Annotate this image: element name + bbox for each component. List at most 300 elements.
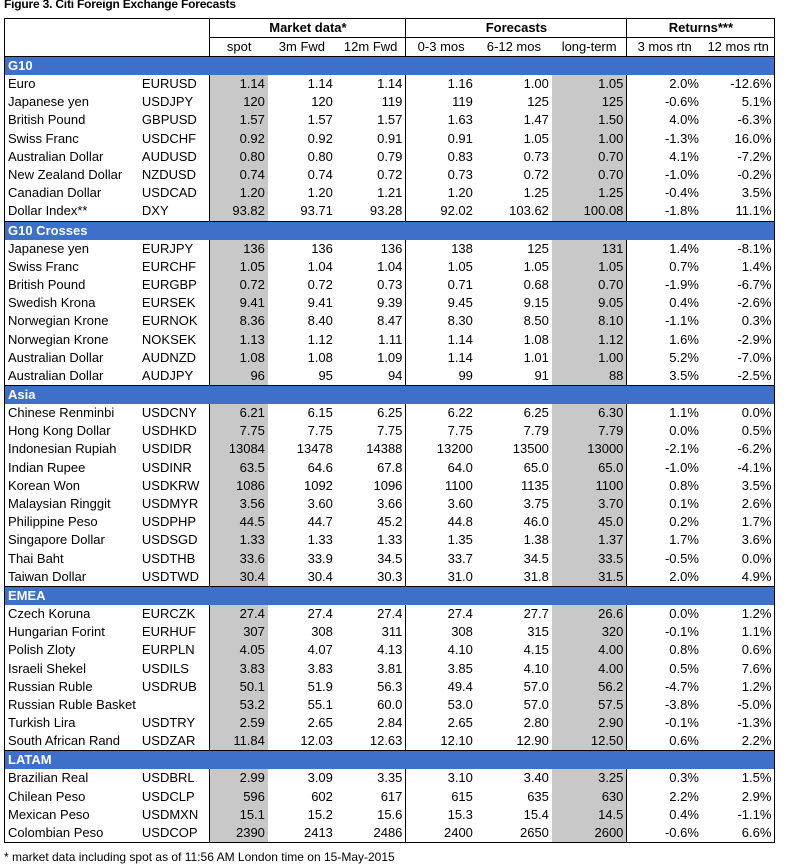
value-spot: 53.2: [210, 696, 268, 714]
value-spot: 596: [210, 788, 268, 806]
table-row: [5, 130, 775, 148]
value-0-3-mos: 3.60: [406, 495, 476, 513]
table-row: [5, 605, 775, 623]
value-3-mos-rtn: 1.7%: [627, 531, 702, 549]
value-3-mos-rtn: -3.8%: [627, 696, 702, 714]
currency-pair: NOKSEK: [141, 331, 197, 347]
currency-name: Czech Koruna: [5, 605, 139, 623]
section-header-row: [5, 221, 775, 240]
value-12m-fwd: 136: [380, 240, 403, 256]
currency-pair: [139, 696, 210, 714]
value-12m-fwd: 93.28: [369, 203, 403, 219]
value-long-term: 2.90: [552, 714, 627, 732]
value-12-mos-rtn: 1.4%: [702, 258, 775, 276]
value-3m-fwd: 51.9: [307, 678, 333, 694]
value-3m-fwd: 15.2: [307, 806, 333, 822]
value-6-12-mos: 125: [527, 94, 549, 110]
value-3m-fwd: 3.83: [307, 660, 333, 676]
value-6-12-mos: 34.5: [523, 550, 549, 566]
value-spot: 30.4: [210, 568, 268, 587]
currency-name: Australian Dollar: [5, 349, 139, 367]
currency-name: Hong Kong Dollar: [5, 422, 139, 440]
section-title: EMEA: [5, 586, 775, 605]
value-3m-fwd: 1.04: [307, 258, 333, 274]
column-header-long-term: long-term: [561, 39, 617, 54]
value-3m-fwd: 2413: [268, 824, 336, 843]
value-3m-fwd: 12.03: [300, 733, 333, 749]
value-6-12-mos: 0.68: [523, 276, 549, 292]
currency-pair: USDTRY: [141, 715, 196, 731]
value-0-3-mos: 31.0: [406, 568, 476, 587]
value-6-12-mos: 65.0: [523, 459, 549, 475]
value-0-3-mos: 2400: [406, 824, 476, 843]
currency-name: British Pound: [5, 276, 139, 294]
value-3m-fwd: 602: [311, 788, 333, 804]
value-long-term: 0.70: [552, 148, 627, 166]
value-spot: 9.41: [210, 294, 268, 312]
value-0-3-mos: 119: [406, 93, 476, 111]
value-long-term: 131: [552, 240, 627, 258]
currency-name: Norwegian Krone: [5, 330, 139, 348]
currency-name: Norwegian Krone: [5, 312, 139, 330]
value-6-12-mos: 1.25: [523, 185, 549, 201]
value-3-mos-rtn: -1.0%: [627, 459, 702, 477]
value-spot: 1.08: [210, 349, 268, 367]
value-3m-fwd: 8.40: [307, 313, 333, 329]
value-3-mos-rtn: -1.1%: [627, 312, 702, 330]
value-3-mos-rtn: -0.6%: [627, 824, 702, 843]
currency-name: Swiss Franc: [5, 130, 139, 148]
value-3m-fwd: 120: [311, 94, 333, 110]
value-3-mos-rtn: 4.0%: [627, 111, 702, 129]
value-12m-fwd: 311: [381, 624, 403, 640]
value-12-mos-rtn: -7.2%: [702, 148, 775, 166]
value-0-3-mos: 308: [406, 623, 476, 641]
currency-pair: GBPUSD: [141, 112, 197, 128]
value-12m-fwd: 7.75: [377, 423, 403, 439]
value-12m-fwd: 56.3: [377, 678, 403, 694]
currency-pair: USDRUB: [141, 678, 197, 694]
value-long-term: 1.25: [552, 184, 627, 202]
value-spot: 0.74: [210, 166, 268, 184]
value-12-mos-rtn: 1.2%: [702, 678, 775, 696]
currency-pair: AUDNZD: [141, 349, 197, 365]
value-spot: 2390: [210, 824, 268, 843]
currency-pair: USDPHP: [141, 514, 197, 530]
currency-pair: EURGBP: [141, 276, 197, 292]
section-header-row: [5, 586, 775, 605]
currency-pair: USDCNY: [141, 405, 197, 421]
value-0-3-mos: 1.05: [406, 258, 476, 276]
currency-name: Thai Baht: [5, 550, 139, 568]
value-long-term: 6.30: [552, 404, 627, 422]
value-6-12-mos: 57.0: [523, 696, 549, 712]
value-long-term: 31.5: [552, 568, 627, 587]
value-long-term: 125: [552, 93, 627, 111]
value-12-mos-rtn: 2.6%: [702, 495, 775, 513]
value-long-term: 2600: [552, 824, 627, 843]
value-12m-fwd: 30.3: [377, 568, 403, 584]
value-long-term: 1.12: [552, 330, 627, 348]
table-row: [5, 732, 775, 751]
value-spot: 6.21: [210, 404, 268, 422]
value-3-mos-rtn: 4.1%: [627, 148, 702, 166]
table-row: [5, 312, 775, 330]
column-header-6-12-mos: 6-12 mos: [486, 39, 541, 54]
value-3-mos-rtn: 5.2%: [627, 349, 702, 367]
value-0-3-mos: 0.83: [406, 148, 476, 166]
table-row: [5, 659, 775, 677]
value-6-12-mos: 31.8: [523, 568, 549, 584]
value-6-12-mos: 1.05: [523, 258, 549, 274]
value-12-mos-rtn: 2.2%: [702, 732, 775, 751]
value-0-3-mos: 0.71: [406, 276, 476, 294]
value-3m-fwd: 1.12: [307, 331, 333, 347]
currency-name: New Zealand Dollar: [5, 166, 139, 184]
currency-pair: EURCZK: [141, 605, 196, 621]
table-row: [5, 459, 775, 477]
value-6-12-mos: 1.38: [523, 532, 549, 548]
value-spot: 7.75: [210, 422, 268, 440]
value-12-mos-rtn: -7.0%: [702, 349, 775, 367]
value-6-12-mos: 635: [527, 788, 549, 804]
value-3-mos-rtn: 2.0%: [627, 568, 702, 587]
currency-pair: USDTHB: [141, 550, 196, 566]
table-row: [5, 166, 775, 184]
value-spot: 44.5: [210, 513, 268, 531]
value-0-3-mos: 15.3: [406, 806, 476, 824]
table-row: [5, 714, 775, 732]
value-12m-fwd: 2486: [336, 824, 406, 843]
value-0-3-mos: 44.8: [406, 513, 476, 531]
table-row: [5, 367, 775, 386]
value-3m-fwd: 13478: [296, 441, 333, 457]
currency-pair: USDCOP: [139, 824, 210, 843]
value-long-term: 1.05: [552, 258, 627, 276]
value-spot: 1086: [210, 477, 268, 495]
value-0-3-mos: 4.10: [406, 641, 476, 659]
value-spot: 50.1: [210, 678, 268, 696]
value-12-mos-rtn: 1.2%: [702, 605, 775, 623]
value-0-3-mos: 92.02: [406, 202, 476, 221]
value-12m-fwd: 2.84: [377, 715, 403, 731]
value-6-12-mos: 125: [527, 240, 549, 256]
column-header-3m-fwd: 3m Fwd: [278, 39, 326, 54]
section-header-row: [5, 751, 775, 770]
value-12-mos-rtn: 7.6%: [702, 659, 775, 677]
value-12-mos-rtn: -6.2%: [702, 440, 775, 458]
value-0-3-mos: 33.7: [406, 550, 476, 568]
value-12-mos-rtn: 4.9%: [702, 568, 775, 587]
value-12-mos-rtn: 11.1%: [702, 202, 775, 221]
value-12-mos-rtn: 2.9%: [702, 788, 775, 806]
value-3-mos-rtn: 3.5%: [627, 367, 702, 386]
table-row: [5, 623, 775, 641]
value-0-3-mos: 27.4: [406, 605, 476, 623]
value-0-3-mos: 1.20: [406, 184, 476, 202]
currency-name: British Pound: [5, 111, 139, 129]
value-3m-fwd: 33.9: [307, 550, 333, 566]
value-12m-fwd: 1.11: [378, 331, 403, 347]
table-row: [5, 806, 775, 824]
value-6-12-mos: 1.08: [523, 331, 549, 347]
value-12-mos-rtn: 5.1%: [702, 93, 775, 111]
value-6-12-mos: 2.80: [523, 715, 549, 731]
value-long-term: 45.0: [552, 513, 627, 531]
table-row: [5, 769, 775, 787]
currency-pair: USDTWD: [141, 568, 199, 584]
currency-name: Korean Won: [5, 477, 139, 495]
value-long-term: 320: [552, 623, 627, 641]
value-0-3-mos: 1.14: [406, 330, 476, 348]
value-3-mos-rtn: 0.2%: [627, 513, 702, 531]
value-3m-fwd: 4.07: [307, 642, 333, 658]
value-12-mos-rtn: 0.3%: [702, 312, 775, 330]
currency-name: Polish Zloty: [5, 641, 139, 659]
currency-pair: DXY: [141, 203, 169, 219]
currency-name: Russian Ruble: [5, 678, 139, 696]
value-long-term: 1100: [552, 477, 627, 495]
value-0-3-mos: 0.91: [406, 130, 476, 148]
value-12m-fwd: 1.57: [377, 112, 403, 128]
value-long-term: 8.10: [552, 312, 627, 330]
value-3-mos-rtn: -0.6%: [627, 93, 702, 111]
value-3m-fwd: 1.08: [307, 349, 333, 365]
value-6-12-mos: 7.79: [523, 423, 549, 439]
value-spot: 1.13: [210, 330, 268, 348]
value-12m-fwd: 14388: [366, 441, 403, 457]
table-row: [5, 788, 775, 806]
value-long-term: 3.25: [552, 769, 627, 787]
currency-name: Singapore Dollar: [5, 531, 139, 549]
value-12m-fwd: 94: [387, 367, 403, 383]
value-6-12-mos: 3.40: [523, 770, 549, 786]
value-12-mos-rtn: -1.3%: [702, 714, 775, 732]
value-3m-fwd: 55.1: [307, 696, 333, 712]
table-row: [5, 477, 775, 495]
market-data-header: Market data*: [210, 19, 406, 38]
currency-name: Indian Rupee: [5, 459, 139, 477]
value-3m-fwd: 30.4: [307, 568, 333, 584]
value-12m-fwd: 1.33: [377, 532, 403, 548]
value-3m-fwd: 95: [318, 367, 333, 383]
value-3m-fwd: 1.33: [307, 532, 333, 548]
value-6-12-mos: 1.47: [523, 112, 549, 128]
value-12-mos-rtn: -5.0%: [702, 696, 775, 714]
currency-name: Australian Dollar: [5, 367, 139, 386]
currency-name: Colombian Peso: [5, 824, 139, 843]
value-6-12-mos: 12.90: [516, 733, 549, 749]
value-long-term: 33.5: [552, 550, 627, 568]
table-row: [5, 550, 775, 568]
value-3-mos-rtn: 0.4%: [627, 806, 702, 824]
value-long-term: 4.00: [552, 659, 627, 677]
value-long-term: 1.50: [552, 111, 627, 129]
value-spot: 33.6: [210, 550, 268, 568]
value-3-mos-rtn: -0.1%: [627, 714, 702, 732]
value-12m-fwd: 3.35: [377, 770, 403, 786]
header-corner-lower: [5, 38, 210, 57]
value-12-mos-rtn: 1.5%: [702, 769, 775, 787]
column-header-spot: spot: [210, 38, 268, 57]
value-12-mos-rtn: -6.7%: [702, 276, 775, 294]
forecasts-header: Forecasts: [406, 19, 627, 38]
table-row: [5, 330, 775, 348]
value-12-mos-rtn: -12.6%: [702, 75, 775, 93]
currency-name: Swiss Franc: [5, 258, 139, 276]
currency-pair: USDINR: [141, 459, 192, 475]
table-row: [5, 111, 775, 129]
value-3-mos-rtn: -1.9%: [627, 276, 702, 294]
currency-pair: USDILS: [141, 660, 189, 676]
value-spot: 11.84: [210, 732, 268, 751]
returns-header: Returns***: [627, 19, 775, 38]
value-12m-fwd: 27.4: [377, 605, 403, 621]
value-long-term: 100.08: [552, 202, 627, 221]
currency-pair: AUDJPY: [141, 367, 194, 383]
value-3-mos-rtn: -0.5%: [627, 550, 702, 568]
currency-pair: USDCHF: [141, 130, 197, 146]
currency-name: Euro: [5, 75, 139, 93]
table-row: [5, 440, 775, 458]
currency-pair: USDBRL: [141, 770, 195, 786]
column-header-0-3-mos: 0-3 mos: [406, 38, 476, 57]
value-6-12-mos: 4.15: [523, 642, 549, 658]
value-long-term: 12.50: [552, 732, 627, 751]
value-12m-fwd: 34.5: [377, 550, 403, 566]
value-3-mos-rtn: 0.1%: [627, 495, 702, 513]
table-row: [5, 641, 775, 659]
value-3-mos-rtn: 0.7%: [627, 258, 702, 276]
value-3m-fwd: 1.20: [307, 185, 333, 201]
table-row: [5, 75, 775, 93]
value-12m-fwd: 617: [380, 788, 403, 804]
value-0-3-mos: 3.85: [406, 659, 476, 677]
value-0-3-mos: 64.0: [406, 459, 476, 477]
currency-name: Turkish Lira: [5, 714, 139, 732]
value-3-mos-rtn: -1.8%: [627, 202, 702, 221]
value-12m-fwd: 12.63: [369, 733, 403, 749]
value-3-mos-rtn: 2.2%: [627, 788, 702, 806]
currency-name: Japanese yen: [5, 93, 139, 111]
value-6-12-mos: 4.10: [523, 660, 549, 676]
currency-pair: EURHUF: [141, 624, 197, 640]
section-title: LATAM: [5, 751, 775, 770]
value-6-12-mos: 91: [534, 367, 549, 383]
value-12m-fwd: 4.13: [377, 642, 403, 658]
value-spot: 96: [210, 367, 268, 386]
value-long-term: 65.0: [552, 459, 627, 477]
value-6-12-mos: 3.75: [523, 496, 549, 512]
value-12m-fwd: 1096: [373, 477, 403, 493]
value-12-mos-rtn: 0.6%: [702, 641, 775, 659]
value-3m-fwd: 308: [311, 624, 333, 640]
table-row: [5, 240, 775, 258]
value-6-12-mos: 15.4: [523, 806, 549, 822]
value-long-term: 57.5: [552, 696, 627, 714]
currency-pair: EURJPY: [141, 240, 194, 256]
currency-pair: USDKRW: [141, 477, 200, 493]
value-0-3-mos: 1.14: [406, 349, 476, 367]
value-long-term: 0.70: [552, 276, 627, 294]
value-long-term: 3.70: [552, 495, 627, 513]
value-long-term: 7.79: [552, 422, 627, 440]
footnote: * market data including spot as of 11:56 AM London time on 15-May-2015: [4, 850, 395, 864]
table-row: [5, 513, 775, 531]
value-12m-fwd: 119: [381, 94, 403, 110]
value-spot: 1.20: [210, 184, 268, 202]
column-header-12-mos-rtn: 12 mos rtn: [702, 38, 775, 57]
value-12-mos-rtn: 3.5%: [702, 184, 775, 202]
value-0-3-mos: 138: [406, 240, 476, 258]
figure-title: Figure 3. Citi Foreign Exchange Forecasts: [4, 0, 236, 11]
value-3m-fwd: 7.75: [307, 423, 333, 439]
header-corner: [5, 19, 210, 38]
value-6-12-mos: 1.00: [523, 76, 549, 92]
currency-name: Australian Dollar: [5, 148, 139, 166]
value-6-12-mos: 1.05: [523, 130, 549, 146]
table-row: [5, 349, 775, 367]
currency-name: Israeli Shekel: [5, 659, 139, 677]
value-12-mos-rtn: -2.9%: [702, 330, 775, 348]
value-spot: 1.33: [210, 531, 268, 549]
currency-pair: AUDUSD: [141, 148, 197, 164]
currency-name: Malaysian Ringgit: [5, 495, 139, 513]
value-3-mos-rtn: -1.0%: [627, 166, 702, 184]
value-spot: 3.83: [210, 659, 268, 677]
value-spot: 27.4: [210, 605, 268, 623]
value-spot: 8.36: [210, 312, 268, 330]
currency-pair: USDHKD: [141, 423, 197, 439]
value-6-12-mos: 8.50: [523, 313, 549, 329]
value-3m-fwd: 6.15: [307, 405, 333, 421]
table-row: [5, 258, 775, 276]
value-0-3-mos: 1.16: [406, 75, 476, 93]
table-row: [5, 184, 775, 202]
value-12m-fwd: 0.73: [377, 276, 403, 292]
value-12m-fwd: 15.6: [377, 806, 403, 822]
value-3-mos-rtn: 0.0%: [627, 605, 702, 623]
value-0-3-mos: 2.65: [406, 714, 476, 732]
value-12m-fwd: 3.66: [377, 496, 403, 512]
value-12-mos-rtn: 0.0%: [702, 550, 775, 568]
value-3-mos-rtn: -0.4%: [627, 184, 702, 202]
value-3-mos-rtn: 0.8%: [627, 641, 702, 659]
value-0-3-mos: 8.30: [406, 312, 476, 330]
currency-pair: USDCAD: [141, 185, 197, 201]
currency-name: Brazilian Real: [5, 769, 139, 787]
currency-pair: USDIDR: [141, 441, 192, 457]
header-group-row: [5, 19, 775, 38]
value-12-mos-rtn: 0.0%: [702, 404, 775, 422]
value-12m-fwd: 3.81: [377, 660, 403, 676]
value-3m-fwd: 136: [311, 240, 333, 256]
value-12m-fwd: 45.2: [377, 514, 403, 530]
currency-name: Taiwan Dollar: [5, 568, 139, 587]
section-header-row: [5, 386, 775, 405]
value-3-mos-rtn: 2.0%: [627, 75, 702, 93]
column-header-row: [5, 38, 775, 57]
value-6-12-mos: 57.0: [523, 678, 549, 694]
value-long-term: 1.00: [552, 130, 627, 148]
value-3-mos-rtn: -1.3%: [627, 130, 702, 148]
value-3m-fwd: 3.09: [307, 770, 333, 786]
value-12-mos-rtn: 1.1%: [702, 623, 775, 641]
currency-pair: USDSGD: [141, 532, 198, 548]
value-long-term: 1.37: [552, 531, 627, 549]
value-3-mos-rtn: 1.4%: [627, 240, 702, 258]
value-3m-fwd: 0.74: [307, 167, 333, 183]
